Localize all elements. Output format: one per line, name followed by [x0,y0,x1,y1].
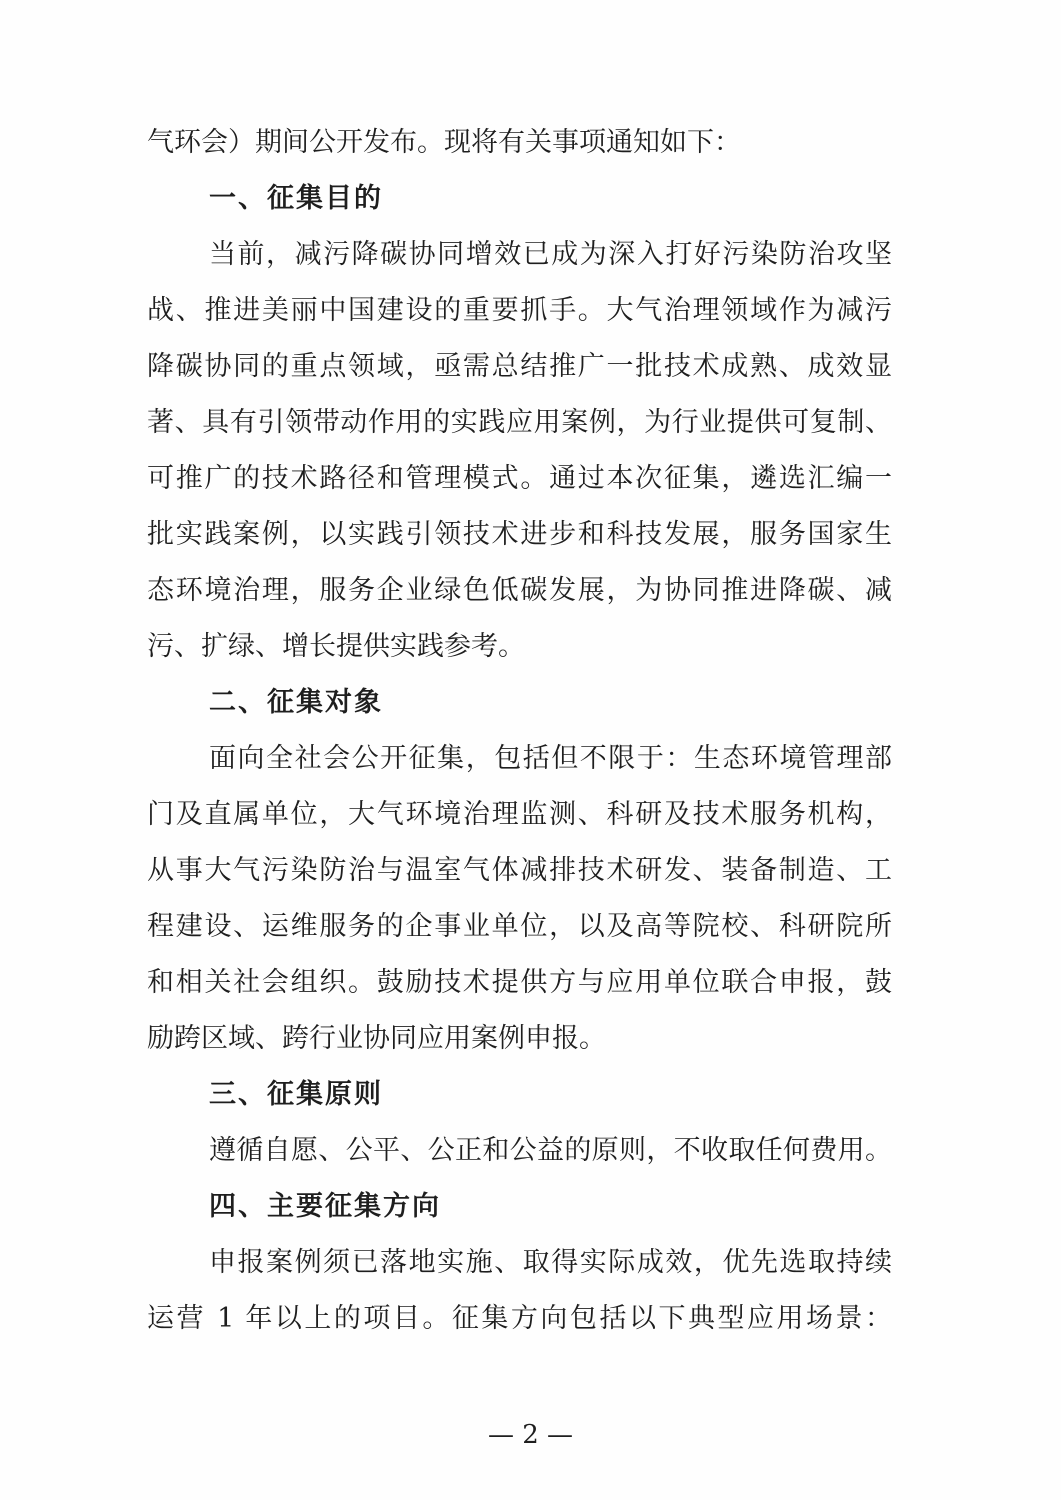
paragraph-line: 程建设、运维服务的企事业单位，以及高等院校、科研院所 [147,911,892,942]
paragraph-line: 从事大气污染防治与温室气体减排技术研发、装备制造、工 [147,855,892,886]
paragraph-line: 励跨区域、跨行业协同应用案例申报。 [147,1023,606,1054]
section-heading: 四、主要征集方向 [209,1191,441,1222]
paragraph-line: 当前，减污降碳协同增效已成为深入打好污染防治攻坚 [209,239,892,270]
paragraph-line: 可推广的技术路径和管理模式。通过本次征集，遴选汇编一 [147,463,892,494]
section-heading: 一、征集目的 [209,183,383,214]
paragraph-line: 污、扩绿、增长提供实践参考。 [147,631,525,662]
paragraph-line: 战、推进美丽中国建设的重要抓手。大气治理领域作为减污 [147,295,892,326]
page-number: — 2 — [487,1420,574,1450]
document-body [147,115,892,1347]
paragraph-line: 批实践案例，以实践引领技术进步和科技发展，服务国家生 [147,519,892,550]
paragraph-line: 和相关社会组织。鼓励技术提供方与应用单位联合申报，鼓 [147,967,892,998]
paragraph-line: 申报案例须已落地实施、取得实际成效，优先选取持续 [209,1247,892,1278]
paragraph-line: 著、具有引领带动作用的实践应用案例，为行业提供可复制、 [147,407,892,438]
paragraph-line: 气环会）期间公开发布。现将有关事项通知如下： [147,127,741,158]
paragraph-line: 降碳协同的重点领域，亟需总结推广一批技术成熟、成效显 [147,351,892,382]
paragraph-line: 运营 1 年以上的项目。征集方向包括以下典型应用场景： [147,1303,892,1334]
paragraph-line: 门及直属单位，大气环境治理监测、科研及技术服务机构， [147,799,892,830]
paragraph-line: 遵循自愿、公平、公正和公益的原则，不收取任何费用。 [209,1135,892,1166]
section-heading: 二、征集对象 [209,687,383,718]
paragraph-line: 态环境治理，服务企业绿色低碳发展，为协同推进降碳、减 [147,575,892,606]
section-heading: 三、征集原则 [209,1079,383,1110]
paragraph-line: 面向全社会公开征集，包括但不限于：生态环境管理部 [209,743,892,774]
